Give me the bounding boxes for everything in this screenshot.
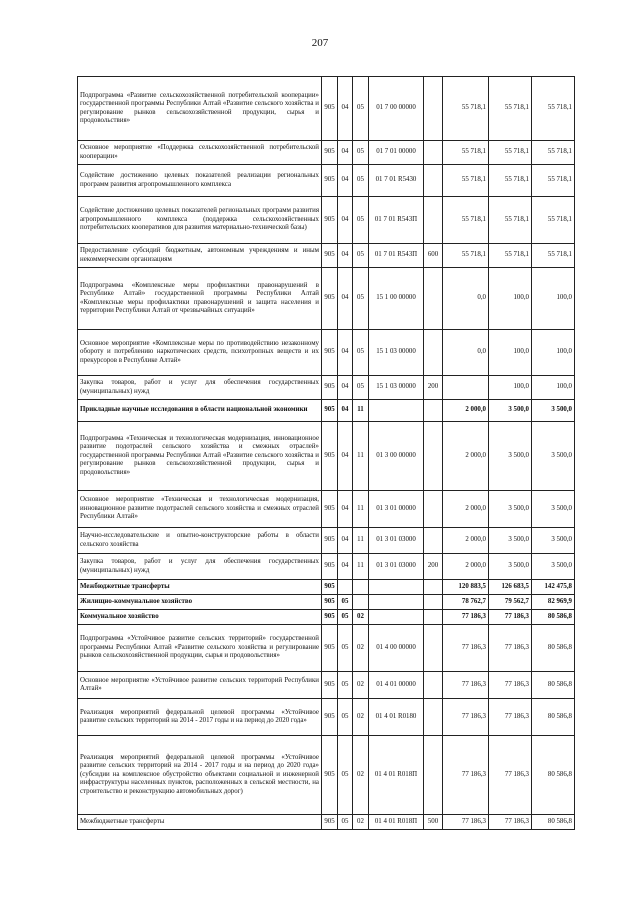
section-code: 04	[338, 528, 353, 554]
amount-year-1: 77 186,3	[443, 699, 489, 736]
amount-year-2: 3 500,0	[489, 422, 532, 491]
amount-year-1: 77 186,3	[443, 815, 489, 830]
amount-year-3: 80 586,8	[532, 699, 575, 736]
table-row	[78, 77, 575, 141]
amount-year-3: 55 718,1	[532, 197, 575, 244]
grbs-code: 905	[322, 268, 338, 330]
grbs-code: 905	[322, 736, 338, 815]
section-code: 05	[338, 610, 353, 625]
subsection-code	[353, 595, 369, 610]
expense-type-code	[424, 528, 443, 554]
subsection-code: 02	[353, 699, 369, 736]
amount-year-2: 3 500,0	[489, 400, 532, 422]
amount-year-2: 77 186,3	[489, 672, 532, 699]
amount-year-1: 0,0	[443, 330, 489, 376]
amount-year-1: 55 718,1	[443, 197, 489, 244]
row-name: Содействие достижению целевых показателей региональных программ развития агропромышленного комплекса (поддержка сельскохозяйственных потребительских кооперативов для развития материально-технической базы)	[78, 197, 322, 244]
subsection-code: 02	[353, 815, 369, 830]
amount-year-1: 0,0	[443, 268, 489, 330]
target-article-code	[369, 580, 424, 595]
expense-type-code	[424, 400, 443, 422]
amount-year-3: 3 500,0	[532, 554, 575, 580]
row-name: Основное мероприятие «Комплексные меры по противодействию незаконному обороту и потреблению наркотических средств, психотропных веществ и их прекурсоров в Республике Алтай»	[78, 330, 322, 376]
target-article-code: 01 7 01 00000	[369, 141, 424, 165]
grbs-code: 905	[322, 77, 338, 141]
amount-year-1: 2 000,0	[443, 554, 489, 580]
expense-type-code	[424, 580, 443, 595]
expense-type-code	[424, 736, 443, 815]
amount-year-1: 55 718,1	[443, 77, 489, 141]
amount-year-2: 3 500,0	[489, 528, 532, 554]
amount-year-2: 3 500,0	[489, 491, 532, 528]
row-name: Основное мероприятие «Устойчивое развитие сельских территорий Республики Алтай»	[78, 672, 322, 699]
amount-year-1: 120 883,5	[443, 580, 489, 595]
amount-year-3: 100,0	[532, 376, 575, 400]
target-article-code: 01 4 01 R018П	[369, 736, 424, 815]
target-article-code: 15 1 00 00000	[369, 268, 424, 330]
table-row	[78, 197, 575, 244]
grbs-code: 905	[322, 491, 338, 528]
section-code: 04	[338, 376, 353, 400]
subsection-code: 05	[353, 244, 369, 268]
target-article-code	[369, 610, 424, 625]
amount-year-2: 55 718,1	[489, 197, 532, 244]
amount-year-3: 55 718,1	[532, 141, 575, 165]
amount-year-1: 55 718,1	[443, 141, 489, 165]
target-article-code: 01 4 01 R0180	[369, 699, 424, 736]
amount-year-2: 100,0	[489, 330, 532, 376]
table-row	[78, 580, 575, 595]
table-row	[78, 422, 575, 491]
amount-year-3: 3 500,0	[532, 491, 575, 528]
grbs-code: 905	[322, 625, 338, 672]
table-row	[78, 699, 575, 736]
row-name: Прикладные научные исследования в области национальной экономики	[78, 400, 322, 422]
table-row	[78, 400, 575, 422]
subsection-code: 02	[353, 625, 369, 672]
table-row	[78, 376, 575, 400]
subsection-code: 05	[353, 165, 369, 197]
expense-type-code	[424, 595, 443, 610]
grbs-code: 905	[322, 610, 338, 625]
amount-year-1: 77 186,3	[443, 625, 489, 672]
row-name: Реализация мероприятий федеральной целевой программы «Устойчивое развитие сельских территорий на 2014 - 2017 годы и на период до 2020 года» (субсидии на комплексное обустройство объектами социальной и инженерной инфраструктуры населенных пунктов, расположенных в сельской местности, на строительство и реконструкцию автомобильных дорог)	[78, 736, 322, 815]
grbs-code: 905	[322, 815, 338, 830]
row-name: Предоставление субсидий бюджетным, автономным учреждениям и иным некоммерческим организациям	[78, 244, 322, 268]
table-row	[78, 672, 575, 699]
amount-year-1: 77 186,3	[443, 610, 489, 625]
expense-type-code	[424, 699, 443, 736]
expense-type-code	[424, 422, 443, 491]
section-code: 05	[338, 672, 353, 699]
expense-type-code	[424, 610, 443, 625]
subsection-code: 05	[353, 376, 369, 400]
section-code: 05	[338, 815, 353, 830]
row-name: Основное мероприятие «Поддержка сельскохозяйственной потребительской кооперации»	[78, 141, 322, 165]
target-article-code: 01 7 01 R543П	[369, 197, 424, 244]
table-row	[78, 610, 575, 625]
subsection-code: 11	[353, 491, 369, 528]
amount-year-1: 2 000,0	[443, 422, 489, 491]
table-row	[78, 815, 575, 830]
row-name: Основное мероприятие «Техническая и технологическая модернизация, инновационное развитие подотраслей сельского хозяйства и смежных отраслей Республики Алтай»	[78, 491, 322, 528]
expense-type-code	[424, 672, 443, 699]
target-article-code: 01 7 01 R543П	[369, 244, 424, 268]
section-code: 04	[338, 77, 353, 141]
grbs-code: 905	[322, 595, 338, 610]
target-article-code	[369, 400, 424, 422]
amount-year-3: 55 718,1	[532, 77, 575, 141]
amount-year-1: 77 186,3	[443, 672, 489, 699]
page-number: 207	[311, 37, 329, 49]
table-row	[78, 595, 575, 610]
amount-year-1: 55 718,1	[443, 165, 489, 197]
grbs-code: 905	[322, 330, 338, 376]
expense-type-code	[424, 77, 443, 141]
table-row	[78, 491, 575, 528]
amount-year-3: 80 586,8	[532, 736, 575, 815]
grbs-code: 905	[322, 422, 338, 491]
grbs-code: 905	[322, 699, 338, 736]
amount-year-2: 79 562,7	[489, 595, 532, 610]
amount-year-2: 77 186,3	[489, 610, 532, 625]
expense-type-code: 200	[424, 554, 443, 580]
amount-year-2: 55 718,1	[489, 244, 532, 268]
target-article-code: 01 4 00 00000	[369, 625, 424, 672]
section-code: 04	[338, 165, 353, 197]
amount-year-3: 100,0	[532, 268, 575, 330]
amount-year-3: 80 586,8	[532, 815, 575, 830]
grbs-code: 905	[322, 165, 338, 197]
section-code: 04	[338, 491, 353, 528]
subsection-code: 11	[353, 554, 369, 580]
amount-year-2: 55 718,1	[489, 77, 532, 141]
amount-year-1: 78 762,7	[443, 595, 489, 610]
row-name: Содействие достижению целевых показателей реализации региональных программ развития агропромышленного комплекса	[78, 165, 322, 197]
section-code: 04	[338, 141, 353, 165]
amount-year-3: 3 500,0	[532, 422, 575, 491]
row-name: Закупка товаров, работ и услуг для обеспечения государственных (муниципальных) нужд	[78, 376, 322, 400]
subsection-code: 05	[353, 197, 369, 244]
grbs-code: 905	[322, 141, 338, 165]
row-name: Подпрограмма «Техническая и технологическая модернизация, инновационное развитие подотраслей сельского хозяйства и смежных отраслей» государственной программы Республики Алтай «Развитие сельского хозяйства и регулирование рынков сельскохозяйственной продукции, сырья и продовольствия»	[78, 422, 322, 491]
row-name: Закупка товаров, работ и услуг для обеспечения государственных (муниципальных) нужд	[78, 554, 322, 580]
row-name: Реализация мероприятий федеральной целевой программы «Устойчивое развитие сельских территорий на 2014 - 2017 годы и на период до 2020 года»	[78, 699, 322, 736]
expense-type-code	[424, 625, 443, 672]
row-name: Межбюджетные трансферты	[78, 580, 322, 595]
section-code: 05	[338, 595, 353, 610]
amount-year-2: 77 186,3	[489, 736, 532, 815]
amount-year-2: 100,0	[489, 268, 532, 330]
section-code: 05	[338, 736, 353, 815]
amount-year-1: 55 718,1	[443, 244, 489, 268]
grbs-code: 905	[322, 376, 338, 400]
section-code: 04	[338, 422, 353, 491]
amount-year-2: 126 683,5	[489, 580, 532, 595]
subsection-code: 05	[353, 330, 369, 376]
grbs-code: 905	[322, 400, 338, 422]
expense-type-code	[424, 330, 443, 376]
target-article-code: 01 7 00 00000	[369, 77, 424, 141]
amount-year-3: 100,0	[532, 330, 575, 376]
target-article-code: 01 4 01 R018П	[369, 815, 424, 830]
row-name: Межбюджетные трансферты	[78, 815, 322, 830]
table-row	[78, 141, 575, 165]
subsection-code: 05	[353, 268, 369, 330]
amount-year-1: 2 000,0	[443, 400, 489, 422]
amount-year-1: 2 000,0	[443, 491, 489, 528]
amount-year-2: 77 186,3	[489, 699, 532, 736]
target-article-code: 01 3 01 00000	[369, 491, 424, 528]
amount-year-2: 77 186,3	[489, 625, 532, 672]
target-article-code: 15 1 03 00000	[369, 330, 424, 376]
target-article-code: 15 1 03 00000	[369, 376, 424, 400]
expense-type-code	[424, 197, 443, 244]
table-row	[78, 165, 575, 197]
table-row	[78, 330, 575, 376]
expense-type-code: 600	[424, 244, 443, 268]
row-name: Научно-исследовательские и опытно-конструкторские работы в области сельского хозяйства	[78, 528, 322, 554]
amount-year-3: 80 586,8	[532, 625, 575, 672]
grbs-code: 905	[322, 244, 338, 268]
subsection-code: 11	[353, 422, 369, 491]
grbs-code: 905	[322, 672, 338, 699]
amount-year-3: 55 718,1	[532, 244, 575, 268]
grbs-code: 905	[322, 197, 338, 244]
table-row	[78, 528, 575, 554]
subsection-code: 02	[353, 736, 369, 815]
row-name: Жилищно-коммунальное хозяйство	[78, 595, 322, 610]
amount-year-2: 77 186,3	[489, 815, 532, 830]
section-code: 04	[338, 197, 353, 244]
amount-year-3: 142 475,8	[532, 580, 575, 595]
amount-year-3: 3 500,0	[532, 400, 575, 422]
amount-year-2: 55 718,1	[489, 141, 532, 165]
amount-year-3: 55 718,1	[532, 165, 575, 197]
section-code: 04	[338, 268, 353, 330]
section-code: 04	[338, 244, 353, 268]
table-row	[78, 736, 575, 815]
target-article-code: 01 3 00 00000	[369, 422, 424, 491]
amount-year-1: 2 000,0	[443, 528, 489, 554]
section-code: 05	[338, 625, 353, 672]
target-article-code	[369, 595, 424, 610]
table-row	[78, 244, 575, 268]
expense-type-code	[424, 141, 443, 165]
subsection-code: 11	[353, 528, 369, 554]
row-name: Подпрограмма «Устойчивое развитие сельских территорий» государственной программы Республики Алтай «Развитие сельского хозяйства и регулирование рынков сельскохозяйственной продукции, сырья и продовольствия»	[78, 625, 322, 672]
subsection-code: 02	[353, 610, 369, 625]
table-row	[78, 268, 575, 330]
section-code: 04	[338, 330, 353, 376]
section-code: 04	[338, 400, 353, 422]
row-name: Подпрограмма «Развитие сельскохозяйственной потребительской кооперации» государственной программы Республики Алтай «Развитие сельского хозяйства и регулирование рынков сельскохозяйственной продукции, сырья и продовольствия»	[78, 77, 322, 141]
grbs-code: 905	[322, 554, 338, 580]
row-name: Подпрограмма «Комплексные меры профилактики правонарушений в Республике Алтай» государственной программы Республики Алтай «Комплексные меры профилактики правонарушений и защита населения и территории Республики Алтай от чрезвычайных ситуаций»	[78, 268, 322, 330]
target-article-code: 01 3 01 03000	[369, 554, 424, 580]
budget-table	[77, 76, 575, 830]
table-row	[78, 554, 575, 580]
expense-type-code: 500	[424, 815, 443, 830]
amount-year-3: 80 586,8	[532, 610, 575, 625]
amount-year-3: 3 500,0	[532, 528, 575, 554]
expense-type-code	[424, 491, 443, 528]
amount-year-2: 55 718,1	[489, 165, 532, 197]
subsection-code: 05	[353, 77, 369, 141]
amount-year-1	[443, 376, 489, 400]
amount-year-1: 77 186,3	[443, 736, 489, 815]
expense-type-code: 200	[424, 376, 443, 400]
expense-type-code	[424, 268, 443, 330]
amount-year-3: 82 969,9	[532, 595, 575, 610]
section-code: 04	[338, 554, 353, 580]
amount-year-2: 100,0	[489, 376, 532, 400]
amount-year-3: 80 586,8	[532, 672, 575, 699]
target-article-code: 01 4 01 00000	[369, 672, 424, 699]
amount-year-2: 3 500,0	[489, 554, 532, 580]
subsection-code: 11	[353, 400, 369, 422]
subsection-code	[353, 580, 369, 595]
expense-type-code	[424, 165, 443, 197]
section-code: 05	[338, 699, 353, 736]
subsection-code: 05	[353, 141, 369, 165]
section-code	[338, 580, 353, 595]
grbs-code: 905	[322, 580, 338, 595]
subsection-code: 02	[353, 672, 369, 699]
grbs-code: 905	[322, 528, 338, 554]
row-name: Коммунальное хозяйство	[78, 610, 322, 625]
target-article-code: 01 7 01 R5430	[369, 165, 424, 197]
table-row	[78, 625, 575, 672]
target-article-code: 01 3 01 03000	[369, 528, 424, 554]
